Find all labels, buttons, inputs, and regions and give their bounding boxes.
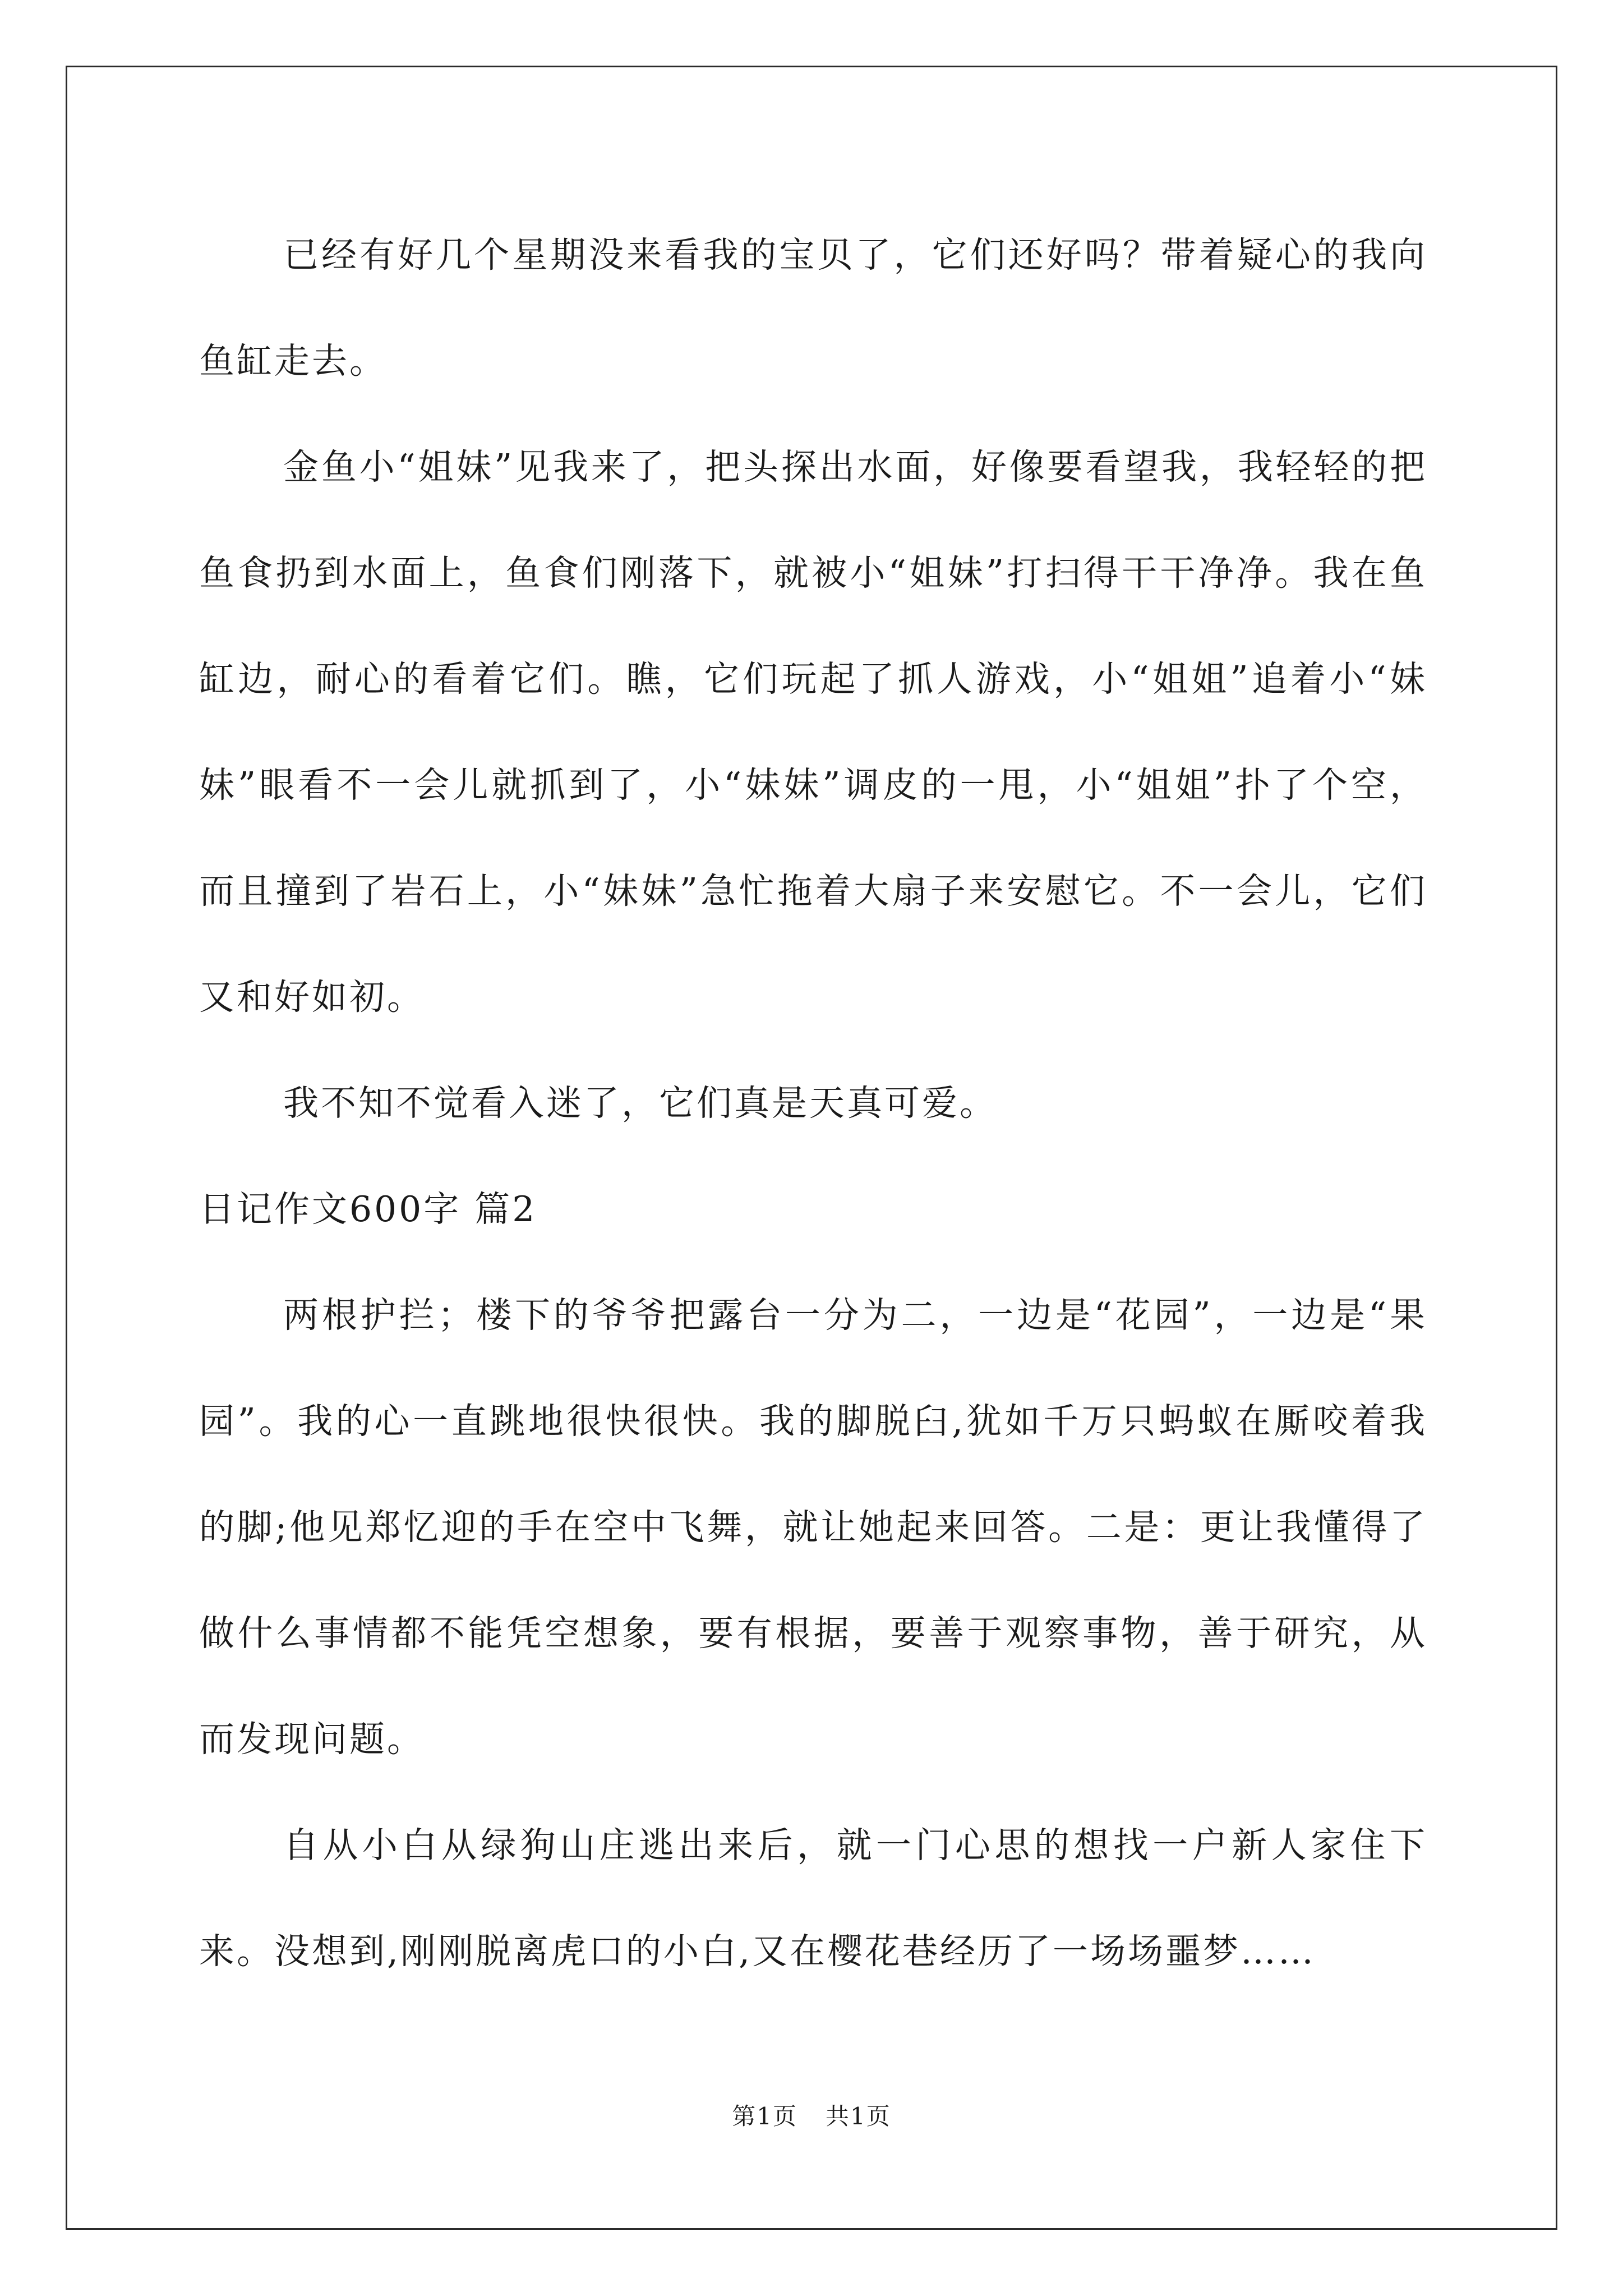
paragraph: 已经有好几个星期没来看我的宝贝了，它们还好吗？带着疑心的我向鱼缸走去。: [199, 234, 1427, 381]
paragraph: 我不知不觉看入迷了，它们真是天真可爱。: [283, 1083, 997, 1124]
document-body: [199, 202, 1427, 2004]
page-footer: [0, 2098, 1623, 2132]
section-title: 日记作文600字 篇2: [199, 1189, 537, 1230]
paragraph: 两根护拦；楼下的爷爷把露台一分为二，一边是“花园”，一边是“果园”。我的心一直跳地很快很快。我的脚脱臼,犹如千万只蚂蚁在厮咬着我的脚;他见郑忆迎的手在空中飞舞，就让她起来回答。二是：更让我懂得了做什么事情都不能凭空想象，要有根据，要善于观察事物，善于研究，从而发现问题。: [199, 1295, 1427, 1760]
paragraph: 金鱼小“姐妹”见我来了，把头探出水面，好像要看望我，我轻轻的把鱼食扔到水面上，鱼食们刚落下，就被小“姐妹”打扫得干干净净。我在鱼缸边，耐心的看着它们。瞧，它们玩起了抓人游戏，小“姐姐”追着小“妹妹”眼看不一会儿就抓到了，小“妹妹”调皮的一甩，小“姐姐”扑了个空，而且撞到了岩石上，小“妹妹”急忙拖着大扇子来安慰它。不一会儿，它们又和好如初。: [199, 447, 1427, 1018]
page-total: 共1页: [826, 2102, 891, 2130]
page-number: 第1页: [732, 2102, 797, 2130]
paragraph: 自从小白从绿狗山庄逃出来后，就一门心思的想找一户新人家住下来。没想到,刚刚脱离虎口的小白,又在樱花巷经历了一场场噩梦……: [199, 1825, 1427, 1972]
